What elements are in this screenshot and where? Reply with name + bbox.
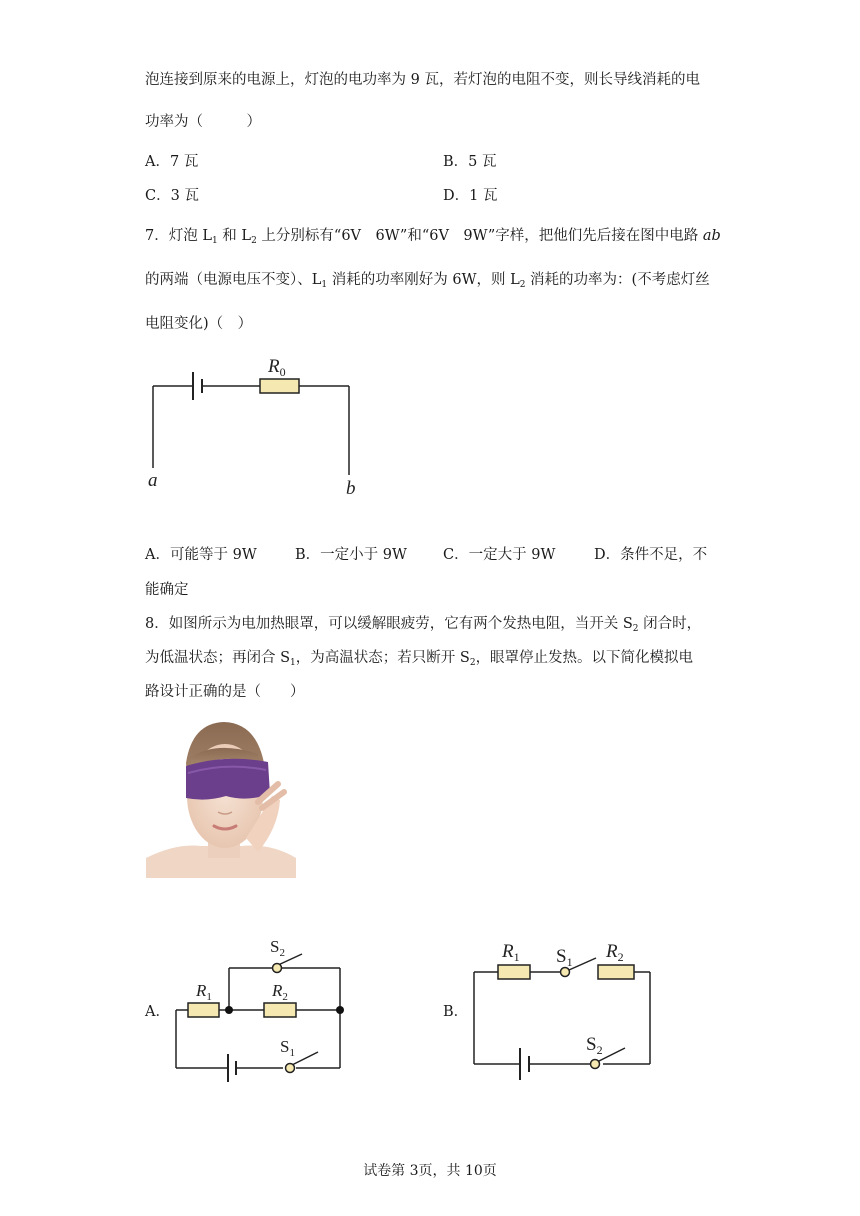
page-footer: 试卷第 3页，共 10页 [363, 1163, 497, 1179]
q7-terminal-a: a [148, 470, 158, 491]
q8-option-a-circuit [168, 928, 358, 1090]
svg-text:R2: $R_2$ [272, 981, 288, 1003]
svg-text:S2: $S_2$ [586, 1034, 603, 1057]
q8-option-a-label: A． [145, 1004, 170, 1020]
q8a-switch-s1-contact [286, 1064, 295, 1073]
q7-option-c: C．一定大于 9W [443, 547, 556, 563]
svg-text:S2: $S_2$ [270, 937, 285, 959]
q7-terminal-b: b [346, 478, 356, 499]
svg-text:R1: $R_1$ [502, 941, 520, 964]
q7-option-d-continued: 能确定 [145, 582, 189, 598]
q8-text-line3: 路设计正确的是（ ） [145, 684, 305, 700]
q6-option-a: A．7 瓦 [145, 154, 199, 170]
q8b-resistor-r1 [498, 965, 530, 979]
q8-option-b-label: B． [443, 1004, 469, 1020]
q7-text-line3: 电阻变化)（ ） [145, 316, 253, 332]
svg-text:S1: $S_1$ [280, 1037, 295, 1059]
q8-text-line2: 为低温状态；再闭合 $S_1$，为高温状态；若只断开 $S_2$，眼罩停止发热。以下简化模拟电 [145, 650, 694, 668]
q7-text-line2: 的两端（电源电压不变）、$L_1$ 消耗的功率刚好为 6W，则 $L_2$ 消耗的功率为：(不考虑灯丝 [145, 272, 710, 290]
q8-option-b-circuit [468, 928, 668, 1090]
q8b-resistor-r2 [598, 965, 634, 979]
q6-text-line1: 泡连接到原来的电源上，灯泡的电功率为 9 瓦，若灯泡的电阻不变，则长导线消耗的电 [145, 72, 700, 88]
q6-option-d: D．1 瓦 [443, 188, 498, 204]
q7-text-line1: 7．灯泡 $L_1$ 和 $L_2$ 上分别标有“6V 6W”和“6V 9W”字样，把他们先后接在图中电路 ab [145, 228, 721, 246]
q7-resistor-r0 [260, 379, 299, 393]
q8a-resistor-r2 [264, 1003, 296, 1017]
svg-text:R2: $R_2$ [606, 941, 624, 964]
q8b-switch-s2-contact [591, 1060, 600, 1069]
svg-text:R1: $R_1$ [196, 981, 212, 1003]
q8-text-line1: 8．如图所示为电加热眼罩，可以缓解眼疲劳，它有两个发热电阻，当开关 $S_2$ 闭合时， [145, 616, 702, 634]
q6-option-b: B．5 瓦 [443, 154, 497, 170]
svg-text:S1: $S_1$ [556, 946, 573, 969]
q7-circuit-diagram [140, 350, 380, 510]
q6-text-line2: 功率为（ ） [145, 114, 261, 130]
q7-option-b: B．一定小于 9W [295, 547, 407, 563]
eye-mask-icon [186, 759, 270, 800]
eye-mask-photo [146, 718, 296, 878]
q6-option-c: C．3 瓦 [145, 188, 199, 204]
svg-text:R0: $R_0$ [268, 356, 286, 379]
q7-option-a: A．可能等于 9W [145, 547, 257, 563]
q7-option-d: D．条件不足，不 [594, 547, 708, 563]
q8a-resistor-r1 [188, 1003, 219, 1017]
q8a-switch-s2-contact [273, 964, 282, 973]
